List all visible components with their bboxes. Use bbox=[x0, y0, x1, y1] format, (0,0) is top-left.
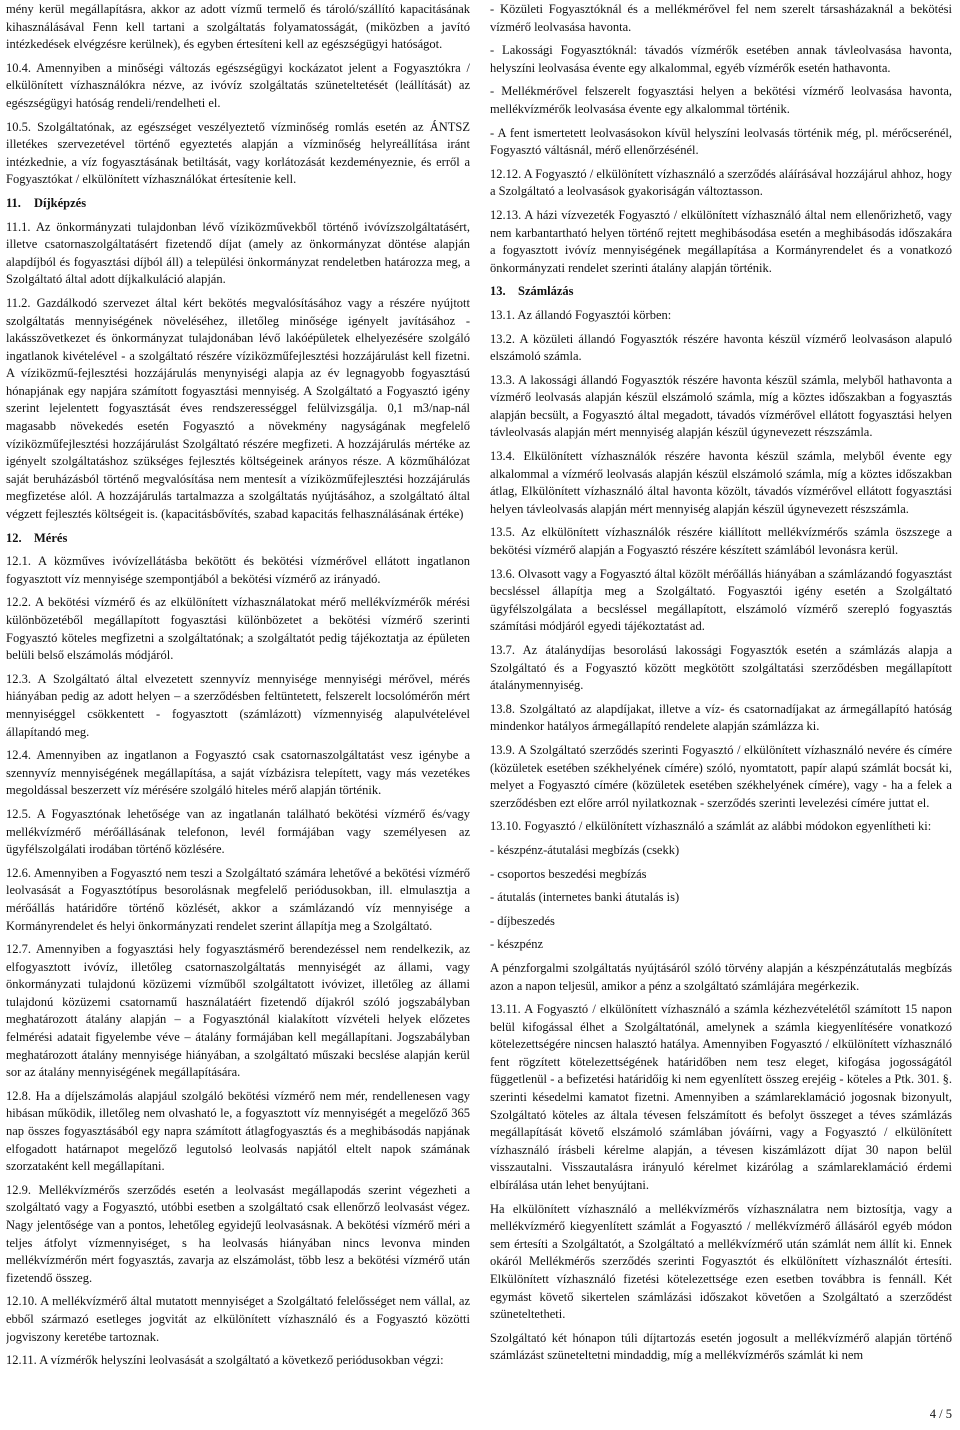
paragraph: 13.7. Az átalánydíjas besorolású lakossági Fogyasztók esetén a számlázás alapja a Szolgáltató és a Fogyasztó között megkötött szolgáltatási szerződésben megállapított átalánymennyiség. bbox=[490, 643, 952, 693]
paragraph: 12.11. A vízmérők helyszíni leolvasását a szolgáltató a következő periódusokban végzi: bbox=[6, 1353, 444, 1368]
left-column bbox=[6, 1, 470, 1425]
paragraph: Ha elkülönített vízhasználó a mellékvízmérős vízhasználatra nem biztosítja, vagy a mellékvízmérő kiegyenlített számlát a Fogyasztó / mellékvízmérő állásáról egyéb módon sem értesíti a Szolgáltatót, a Szolgáltató a mellékvízmérő után számlát nem állít ki. Ennek okáról Mellékmérős szerződés szerinti Fogyasztót és elkülönített vízhasználót értesíti. Elkülönített vízhasználó fizetési kötelezettsége ezen esetben továbbra is fennáll. Két egymást követő sikertelen számlázási időszakot követően a Szolgáltató a szerződést szüneteltetheti. bbox=[490, 1201, 952, 1322]
paragraph: 12.10. A mellékvízmérő által mutatott mennyiséget a Szolgáltató felelősséget nem vállal, az ebből származó esetleges jogvitát az elkülönített vízhasználó és a Fogyasztó közötti jogviszony keretébe tartoznak. bbox=[6, 1294, 470, 1344]
paragraph: 13.10. Fogyasztó / elkülönített vízhasználó a számlát az alábbi módokon egyenlítheti ki: bbox=[490, 819, 932, 834]
paragraph: 12.13. A házi vízvezeték Fogyasztó / elkülönített vízhasználó által nem ellenőrizhető, vagy nem karbantartható helyen történő rejtett meghibásodása esetén a meghibásodás időszakára a fogyasztott ivóvíz mennyiségének megállapítása a Kormányrendelet és a vonatkozó önkormányzati rendelet szerinti átalány alapján történik. bbox=[490, 207, 952, 275]
paragraph: - Közületi Fogyasztóknál és a mellékmérővel fel nem szerelt társasházaknál a bekötési vízmérő leolvasása havonta. bbox=[490, 2, 952, 34]
paragraph: 13.4. Elkülönített vízhasználók részére havonta készül számla, melyből évente egy alkalommal a vízmérő leolvasás alapján készül elszámoló számla, míg a köztes időszakban átlag, Elkülönített vízhasználó által havonta közölt, távadós vízmérővel ellátott fogyasztási helyen távleolvasás alapján mért mennyiség alapján készül úgynevezett részszámla. bbox=[490, 449, 952, 516]
paragraph: 13.2. A közületi állandó Fogyasztók részére havonta készül vízmérő leolvasáson alapuló elszámoló számla. bbox=[490, 331, 952, 364]
paragraph: Szolgáltató két hónapon túli díjtartozás esetén jogosult a mellékvízmérő alapján történő számlázást szüneteltetni mindaddig, míg a mellékvízmérős számlát ki nem bbox=[490, 1330, 952, 1363]
paragraph: A pénzforgalmi szolgáltatás nyújtásáról szóló törvény alapján a készpénzátutalás megbízás azon a napon teljesül, amikor a pénz a szolgáltató számlájára megérkezik. bbox=[490, 960, 952, 993]
paragraph: 13.3. A lakossági állandó Fogyasztók részére havonta készül számla, melyből hathavonta a vízmérő leolvasás alapján készül elszámoló számla, míg a köztes időszakban a fogyasztás alapján becsült, a Fogyasztó által megadott, távadós vízmérővel ellátott fogyasztási helyen távleolvasás alapján mért mennyiség alapján készül úgynevezett részszámla. bbox=[490, 372, 952, 440]
paragraph: 12.4. Amennyiben az ingatlanon a Fogyasztó csak csatornaszolgáltatást vesz igénybe a szennyvíz mennyiségének megállapítása, a saját vízbázisra telepített, vagy más vezetékes megoldással beszerzett víz mérésére szolgáló hiteles mérő alapján történik. bbox=[6, 748, 470, 798]
paragraph: - díjbeszedés bbox=[490, 913, 555, 928]
paragraph: 12.3. A Szolgáltató által elvezetett szennyvíz mennyisége mennyiségi mérővel, mérés hiányában pedig az adott helyen – a szerződésben feltüntetett, felszerelt locsolómérőn mért mennyiséggel csökkentett - fogyasztott (számlázott) vízmennyiség alapulvételével állapítandó meg. bbox=[6, 671, 470, 739]
paragraph: 13.1. Az állandó Fogyasztói körben: bbox=[490, 307, 672, 322]
paragraph: 13.8. Szolgáltató az alapdíjakat, illetve a víz- és csatornadíjakat az ármegállapító hatóság mindenkor hatályos ármegállapító rendelete alapján számlázza ki. bbox=[490, 701, 952, 734]
paragraph: 13.5. Az elkülönített vízhasználók részére kiállított mellékvízmérős számla öszszege a bekötési vízmérő alapján a Fogyasztó részére készített számlából levonásra kerül. bbox=[490, 525, 952, 558]
section-title: Díjképzés bbox=[34, 195, 87, 210]
right-column bbox=[490, 1, 952, 1405]
section-number: 12. bbox=[6, 530, 22, 545]
paragraph: 13.9. A Szolgáltató szerződés szerinti Fogyasztó / elkülönített vízhasználó nevére és címére (közületek esetében székhelyének címére) szóló, nyomtatott, papír alapú számlát bocsát ki, melyet a Fogyasztó címére (közületek esetében székhelyének címére), vagy - ha a felek a szerződésben ezt előre arról nyilatkoznak - szerződés szerinti levelezési címére juttat el. bbox=[490, 742, 952, 810]
paragraph: - Mellékmérővel felszerelt fogyasztási helyen a bekötési vízmérő leolvasása havonta, mellékvízmérők leolvasása évente egy alkalommal történik. bbox=[490, 84, 952, 116]
paragraph: 10.5. Szolgáltatónak, az egészséget veszélyeztető vízminőség romlás esetén az ÁNTSZ illetékes szervezetével történő egyeztetés alapján a vízminőség helyreállítása iránt intézkednie, a víz fogyasztásának betiltását, vagy korlátozását kezdeményeznie, és erről a Fogyasztókat / elkülönített vízhasználókat értesítenie kell. bbox=[6, 119, 470, 187]
paragraph: 12.7. Amennyiben a fogyasztási hely fogyasztásmérő berendezéssel nem rendelkezik, az elfogyasztott ivóvíz, illetőleg csatornaszolgáltatás mennyiségét az állami, vagy önkormányzati tulajdonú közüzemi vízműből szolgáltatott ivóvizet, illetőleg az állami tulajdonú közüzemi csatornamű használatáért fizetendő díjakról szóló jogszabályban meghatározott átalány alapján – a Fogyasztónál kialakított vízvételi helyek előzetes felmérési adatait figyelembe véve – átalány formájában kell megállapítani. Jogszabályban meghatározott átalány mennyisége hiányában, a szolgáltató műszaki becslése alapján kerül sor az átalány mennyiségének megállapítására. bbox=[6, 942, 470, 1080]
page-number: 4 / 5 bbox=[929, 1407, 952, 1422]
paragraph: 13.6. Olvasott vagy a Fogyasztó által közölt mérőállás hiányában a számlázandó fogyasztást becsléssel állapítja meg a Szolgáltató. Fogyasztói igény esetén a Szolgáltató ügyfélszolgálata a becsléssel megállapított, elszámoló vízmérő szerepló fogyasztás számítási módjáról egyedi tájékoztatást ad. bbox=[490, 566, 952, 634]
paragraph: - csoportos beszedési megbízás bbox=[490, 866, 647, 881]
paragraph: - Lakossági Fogyasztóknál: távadós vízmérők esetében annak távleolvasása havonta, helyszíni leolvasása évente egy alkalommal, egyéb vízmérők esetén hathavonta. bbox=[490, 43, 952, 75]
paragraph: 10.4. Amennyiben a minőségi változás egészségügyi kockázatot jelent a Fogyasztókra / elkülönített vízhasználókra nézve, az ivóvíz szolgáltatás szüneteltetését (leállítását) az egészségügyi hatóság rendeli/rendelheti el. bbox=[6, 60, 470, 110]
paragraph: 12.8. Ha a díjelszámolás alapjául szolgáló bekötési vízmérő nem mér, rendellenesen vagy hibásan működik, illetőleg nem olvasható le, a fogyasztott víz mennyiségét a megelőző 365 nap összes fogyasztásából egy napra számított átlagfogyasztás és a meghibásodás napjának elfogadott határnapot megelőző legutolsó leolvasás napjától eltelt napok számának szorzataként kell megállapítani. bbox=[6, 1088, 470, 1174]
paragraph: 13.11. A Fogyasztó / elkülönített vízhasználó a számla kézhezvételétől számított 15 napon belül kifogással élhet a Szolgáltatónál, amelynek a számla kiegyenlítésére vonatkozó kötelezettségére nincsen halasztó hatálya. Amennyiben Fogyasztó / elkülönített vízhasználó fent rögzített kötelezettségének határidőben nem tesz eleget, kifogása jogosságától függetlenül - a befizetési határidőig ki nem egyenlített összeg erejéig - köteles a Ptk. 301. §. szerinti késedelmi kamatot fizetni. Amennyiben a számlareklamáció jogosnak bizonyult, Szolgáltató köteles az általa tévesen felszámított és befolyt összeget a téves számlázás megállapítását követő elszámoló számlában jóváírni, vagy a Fogyasztó / elkülönített vízhasználó írásbeli kérelme alapján, a tévesen kiszámlázott díjat 30 napon belül visszautalni. Visszautalásra irányuló kérelmet kizárólag a számlareklamáció érdemi elbírálása után lehet benyújtani. bbox=[490, 1002, 952, 1193]
section-heading bbox=[6, 195, 470, 213]
paragraph: 12.1. A közműves ivóvízellátásba bekötött és bekötési vízmérővel ellátott ingatlanon fogyasztott víz mennyisége szempontjából a bekötési vízmérő az irányadó. bbox=[6, 554, 470, 586]
paragraph: 11.1. Az önkormányzati tulajdonban lévő víziközművekből történő ivóvízszolgáltatásért, illetve csatornaszolgáltatásért fizetendő díjat (amely az önkormányzat döntése alapján alapdíjból és fogyasztási díjból áll) a települési önkormányzat rendeletben határozza meg, a Szolgáltató által adott díjkalkuláció alapján. bbox=[6, 219, 470, 287]
paragraph: 12.12. A Fogyasztó / elkülönített vízhasználó a szerződés aláírásával hozzájárul ahhoz, hogy a Szolgáltató a leolvasások gyakoriságán változtasson. bbox=[490, 166, 952, 199]
paragraph: - átutalás (internetes banki átutalás is) bbox=[490, 890, 680, 905]
paragraph: mény kerül megállapításra, akkor az adott vízmű termelő és tároló/szállító kapacitásának kihasználásával Fenn kell tartani a szolgáltatás folyamatosságát, (miközben a javító intézkedések elvégzésre kerülnek), és egyben értesíteni kell az egészségügyi hatóságot. bbox=[6, 2, 470, 52]
paragraph: - készpénz bbox=[490, 937, 544, 952]
section-number: 11. bbox=[6, 195, 21, 210]
section-heading bbox=[490, 283, 952, 301]
section-title: Számlázás bbox=[518, 284, 574, 299]
paragraph: - készpénz-átutalási megbízás (csekk) bbox=[490, 842, 680, 857]
paragraph: 12.9. Mellékvízmérős szerződés esetén a leolvasást megállapodás szerint végezheti a szolgáltató vagy a Fogyasztó, utóbbi esetben a szolgáltató csak ellenőrző leolvasást végez. Nagy jelentősége van a pontos, lehetőleg egyidejű leolvasásnak. A bekötési vízmérő méri a teljes átfolyt vízmennyiséget, s ha leolvasás hiányában nincs levonva minden mellékvízmérőn mért fogyasztás, zavarja az elszámolást, több lesz a bekötési vízmérő után fizetendő összeg. bbox=[6, 1182, 470, 1285]
section-title: Mérés bbox=[34, 530, 68, 545]
paragraph: 12.2. A bekötési vízmérő és az elkülönített vízhasználatokat mérő mellékvízmérők mérési különbözetéből megállapított fogyasztási különbözetet a bekötési vízmérő szerinti Fogyasztó köteles megfizetni a szolgáltatónak; a szolgáltatót pedig tájékoztatja az épületen belüli belső elszámolás módjáról. bbox=[6, 595, 470, 663]
section-heading bbox=[6, 530, 470, 548]
section-number: 13. bbox=[490, 284, 506, 299]
paragraph: 12.5. A Fogyasztónak lehetősége van az ingatlanán található bekötési vízmérő és/vagy mellékvízmérő mérőállásának telefonon, levél formájában vagy személyesen az ügyfélszolgálati irodában történő közlésére. bbox=[6, 806, 470, 857]
paragraph: - A fent ismertetett leolvasásokon kívül helyszíni leolvasás történik még, pl. mérőcserénél, Fogyasztó váltásnál, mérő ellenőrzésénél. bbox=[490, 125, 952, 158]
paragraph: 11.2. Gazdálkodó szervezet által kért bekötés megvalósításához vagy a részére nyújtott szolgáltatás mennyiségének növeléséhez, illetőleg minősége igényelt javításához - lakásszövetkezet és önkormányzat tulajdonában lévő lakóépületek elhelyezésére szolgáló ingatlanok kivételével - a szolgáltató részére víziközműfejlesztési hozzájárulást kell fizetni. A víziközmű-fejlesztési hozzájárulás menynyiségi alapja az év legnagyobb fogyasztású hónapjának egy napjára számított fogyasztási mennyiség. A Szolgáltató a Fogyasztó igény szerint lejelentett fogyasztását éves rendszerességgel felülvizsgálja. 0,1 m3/nap-nál magasabb növekedés esetén Fogyasztó a növekmény nagyságának megfelelő víziközműfejlesztési hozzájárulást Szolgáltató részére megfizeti. A hozzájárulás mértéke az igényelt szolgáltatáshoz szükséges fejlesztés költségeinek arányos része. A közműhálózat saját beruházásból történő megvalósítása nem mentesít a víziközműfejlesztési hozzájárulás megfizetése alól. A hozzájárulás tartalmazza a szolgáltatás nyújtásához, a szolgáltató által végzett fejlesztés költségeit is. (kapacitásbővítés, szabad kapacitás felhasználásának értéke) bbox=[6, 295, 470, 522]
paragraph: 12.6. Amennyiben a Fogyasztó nem teszi a Szolgáltató számára lehetővé a bekötési vízmérő leolvasását a Fogyasztótípus besorolásnak megfelelő periódusokban, ill. elmulasztja a mérőállás határidőre történő közlését, akkor a számlázandó víz mennyisége a Kormányrendelet és helyi önkormányzati rendelet szerint állapítja meg a Szolgáltató. bbox=[6, 865, 470, 933]
